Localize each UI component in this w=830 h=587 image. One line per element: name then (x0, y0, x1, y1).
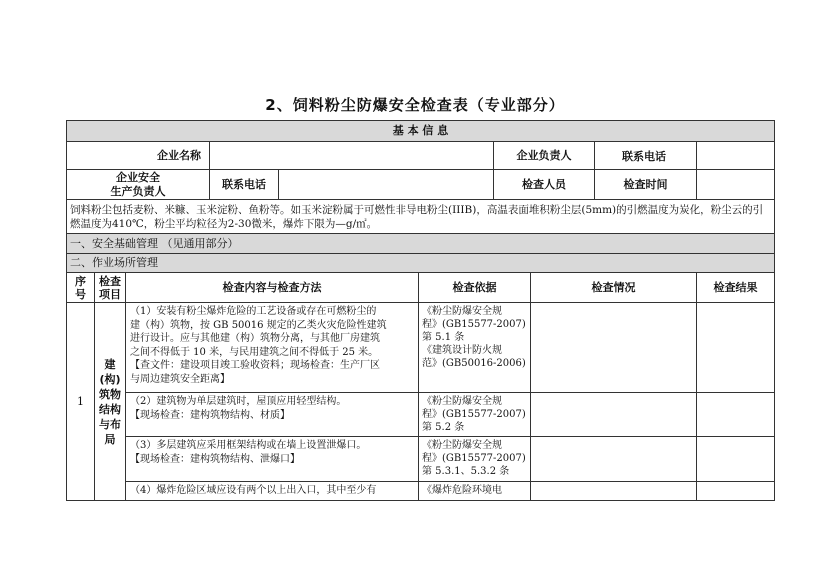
basic-info-header-row (67, 121, 775, 142)
col-item (95, 273, 126, 303)
content-line: 建（构）筑物，按 GB 50016 规定的乙类火灾危险性建筑 (130, 319, 387, 331)
table-row (67, 482, 775, 501)
inspect-time-label: 检查时间 (595, 170, 697, 200)
content-line: （2）建筑物为单层建筑时，屋顶应用轻型结构。 (130, 396, 347, 407)
check-situation-cell[interactable] (531, 437, 697, 482)
check-basis (419, 437, 531, 482)
col-seq-line1: 序 (75, 274, 86, 288)
check-situation-cell[interactable] (531, 482, 697, 501)
safety-phone-value[interactable] (279, 170, 494, 200)
company-phone-value[interactable] (697, 142, 775, 170)
description-row (67, 200, 775, 234)
table-row (67, 303, 775, 393)
basis-line: 《粉尘防爆安全规 (422, 396, 502, 407)
category-line: 建 (104, 357, 116, 371)
safety-head-label (67, 170, 210, 200)
basis-line: 《粉尘防爆安全规 (422, 306, 502, 317)
category-line: 与布 (99, 417, 121, 431)
content-line: （3）多层建筑应采用框架结构或在墙上设置泄爆口。 (130, 440, 367, 451)
check-basis (419, 482, 531, 501)
company-head-label: 企业负责人 (494, 142, 595, 170)
check-content (126, 482, 419, 501)
section-2-row (67, 254, 775, 273)
check-result-cell[interactable] (697, 482, 775, 501)
content-line: 【现场检查：建构筑物结构、材质】 (130, 409, 290, 421)
company-name-label: 企业名称 (67, 142, 210, 170)
col-result: 检查结果 (697, 273, 775, 303)
check-content (126, 393, 419, 437)
check-result-cell[interactable] (697, 437, 775, 482)
category-line: (构) (99, 372, 121, 386)
basis-line: 第 5.2 条 (422, 422, 465, 433)
content-line: 【现场检查：建构筑物结构、泄爆口】 (130, 453, 300, 465)
content-line: （4）爆炸危险区域应设有两个以上出入口，其中至少有 (130, 485, 377, 496)
safety-head-row (67, 170, 775, 200)
basis-line: 《建筑设计防火规 (422, 345, 502, 356)
column-header-row (67, 273, 775, 303)
col-situation: 检查情况 (531, 273, 697, 303)
company-phone-label: 联系电话 (622, 150, 666, 163)
basis-line: 程》(GB15577-2007) (422, 319, 526, 330)
inspector-label: 检查人员 (494, 170, 595, 200)
document-title: 2、饲料粉尘防爆安全检查表（专业部分） (265, 96, 565, 114)
check-result-cell[interactable] (697, 393, 775, 437)
content-line: （1）安装有粉尘爆炸危险的工艺设备或存在可燃粉尘的 (130, 306, 377, 317)
check-basis (419, 303, 531, 393)
section-1-row (67, 234, 775, 254)
col-seq (67, 273, 95, 303)
basic-info-header: 基 本 信 息 (67, 121, 775, 142)
col-seq-line2: 号 (75, 287, 86, 301)
col-content: 检查内容与检查方法 (126, 273, 419, 303)
safety-phone-label: 联系电话 (210, 170, 279, 200)
section-1-title: 一、安全基础管理 （见通用部分） (67, 234, 775, 254)
group-number: 1 (67, 303, 95, 501)
content-line: 与周边建筑安全距离】 (130, 373, 230, 385)
basis-line: 《粉尘防爆安全规 (422, 440, 502, 451)
inspection-table (66, 120, 775, 501)
col-item-line2: 项目 (99, 287, 121, 301)
check-content (126, 437, 419, 482)
content-line: 之间不得低于 10 米，与民用建筑之间不得低于 25 米。 (130, 346, 379, 358)
dust-description: 饲料粉尘包括麦粉、米糠、玉米淀粉、鱼粉等。如玉米淀粉属于可燃性非导电粉尘(IIIB)，高温表面堆积粉尘层(5mm)的引燃温度为炭化，粉尘云的引燃温度为410℃，粉尘平均粒径为2-30微米，爆炸下限为—g/㎡。 (67, 200, 775, 234)
safety-head-label-line1: 企业安全 (116, 170, 160, 184)
content-line: 进行设计。应与其他建（构）筑物分离，与其他厂房建筑 (130, 333, 380, 344)
basis-line: 程》(GB15577-2007) (422, 409, 526, 420)
basis-line: 程》(GB15577-2007) (422, 453, 526, 464)
check-content (126, 303, 419, 393)
basis-line: 第 5.3.1、5.3.2 条 (422, 466, 510, 477)
inspect-time-value[interactable] (697, 170, 775, 200)
check-situation-cell[interactable] (531, 393, 697, 437)
col-item-line1: 检查 (99, 274, 121, 288)
col-basis: 检查依据 (419, 273, 531, 303)
check-basis (419, 393, 531, 437)
basis-line: 《爆炸危险环境电 (422, 485, 502, 496)
category-line: 结构 (99, 402, 121, 416)
group-category (95, 303, 126, 501)
company-name-value[interactable] (210, 142, 494, 170)
content-line: 【查文件：建设项目竣工验收资料；现场检查：生产厂区 (130, 360, 380, 371)
safety-head-label-line2: 生产负责人 (110, 184, 166, 198)
table-row (67, 393, 775, 437)
check-result-cell[interactable] (697, 303, 775, 393)
basis-line: 范》(GB50016-2006) (422, 358, 526, 369)
section-2-title: 二、作业场所管理 (67, 254, 775, 273)
table-row (67, 437, 775, 482)
category-line: 局 (104, 432, 116, 446)
basis-line: 第 5.1 条 (422, 332, 465, 343)
category-line: 筑物 (99, 387, 121, 401)
check-situation-cell[interactable] (531, 303, 697, 393)
